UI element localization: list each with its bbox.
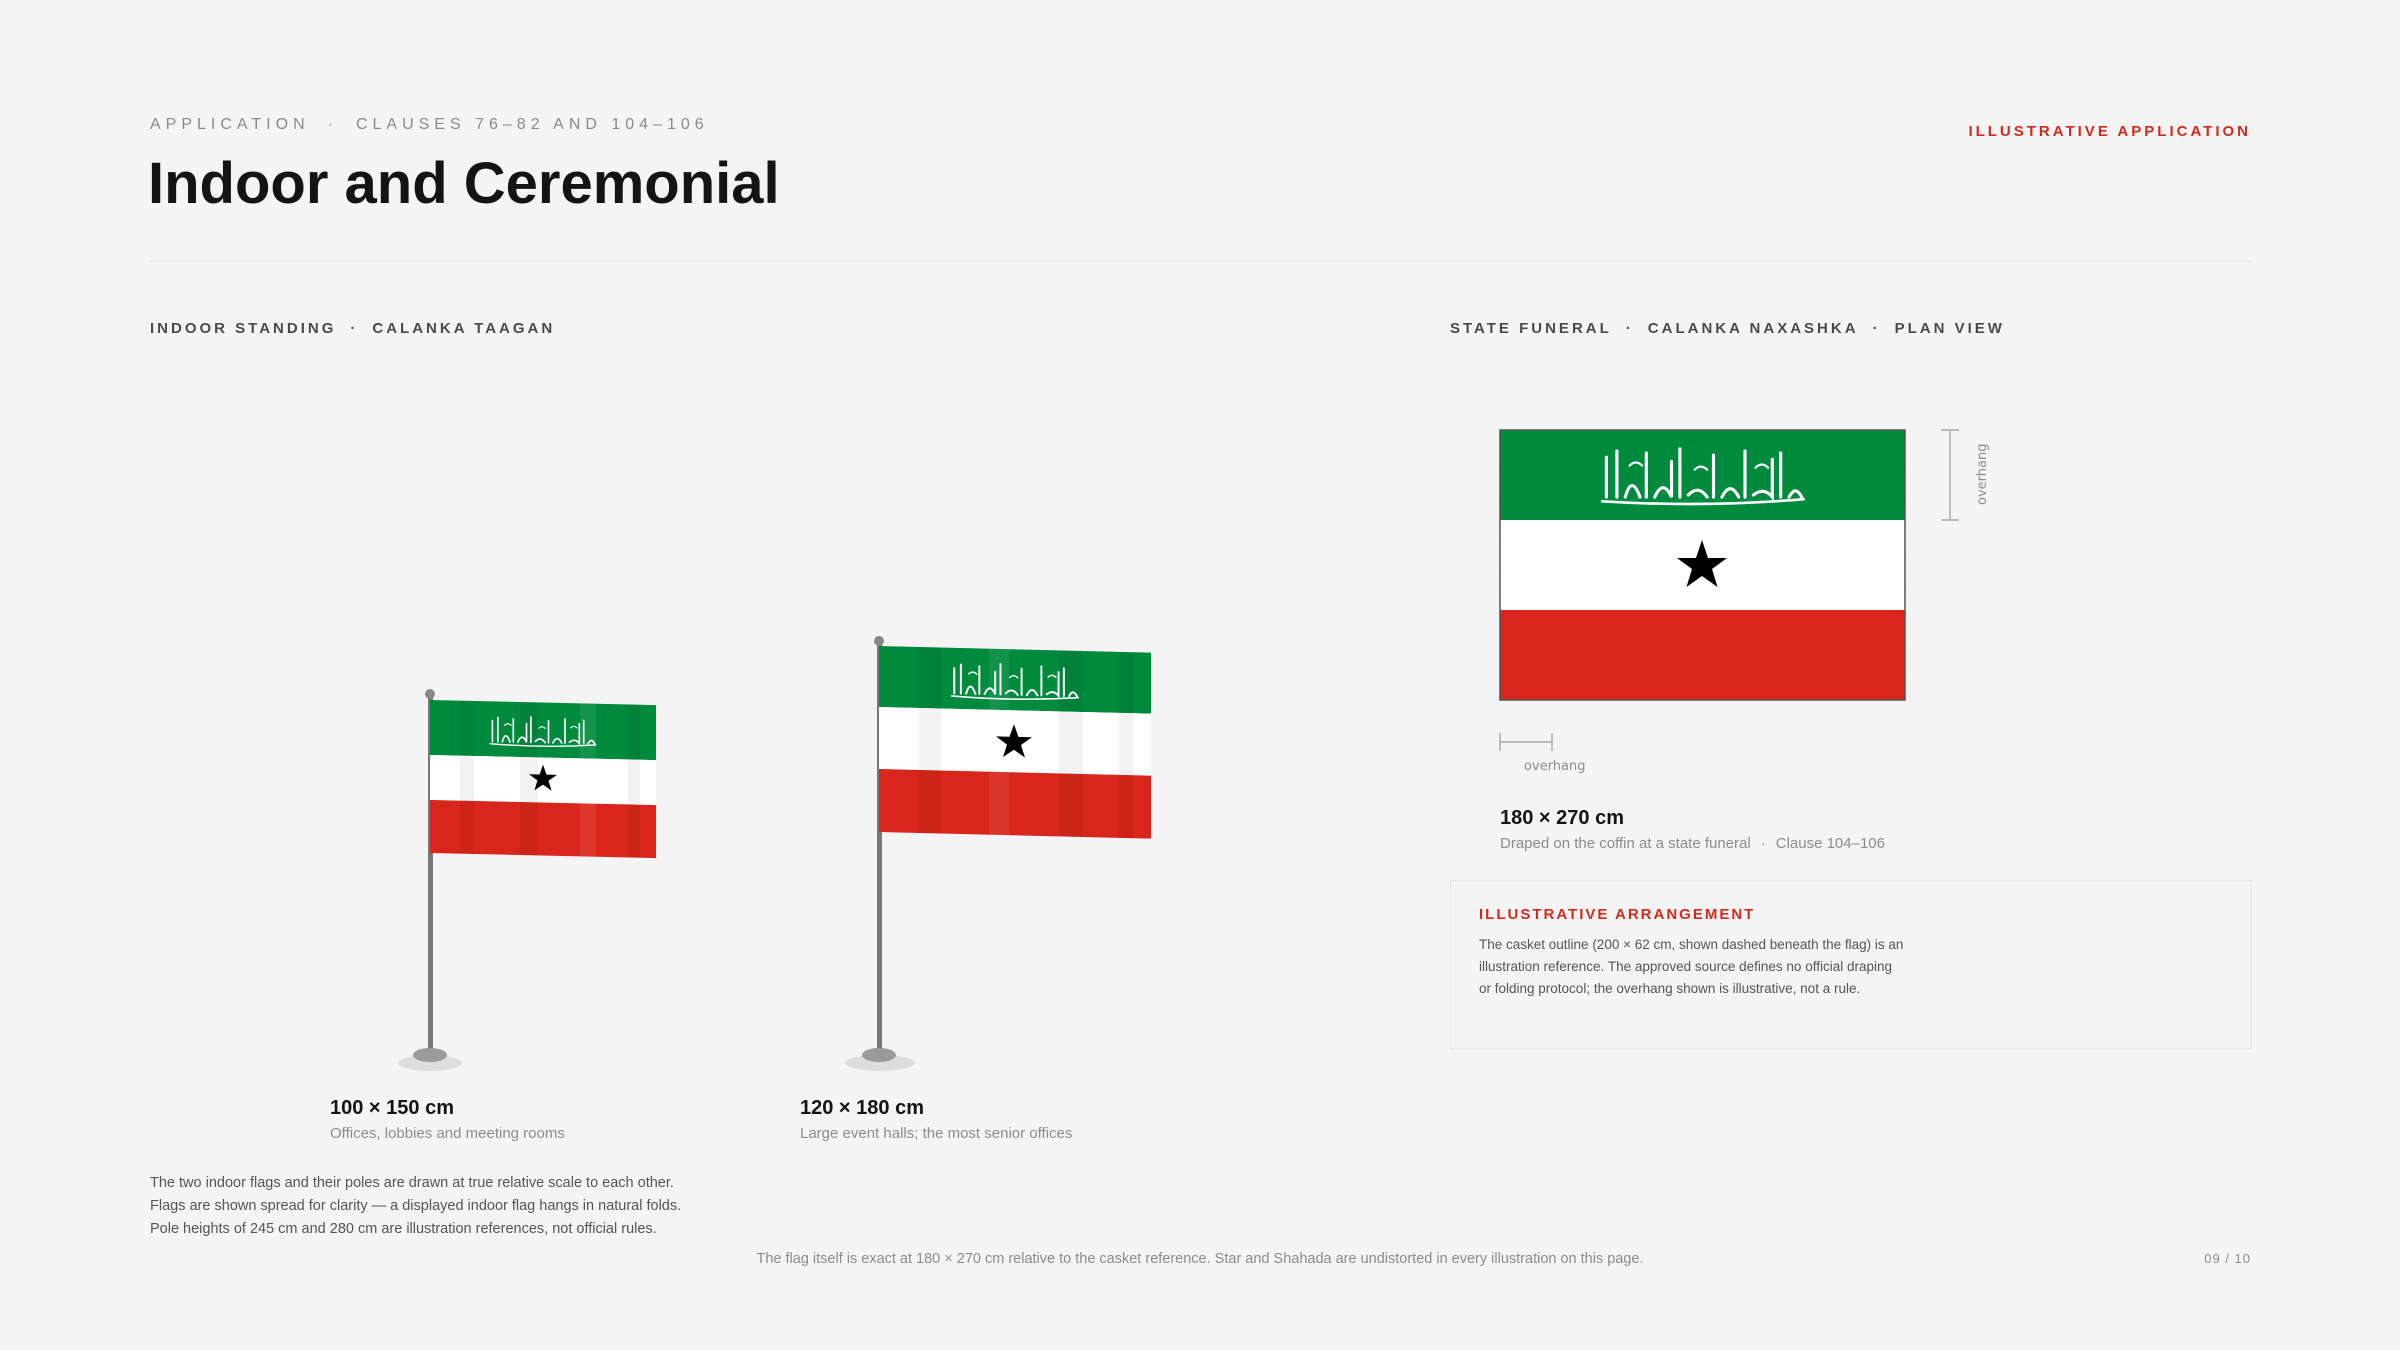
- funeral-label-separator-1: ·: [1625, 320, 1634, 337]
- funeral-label-separator-2: ·: [1872, 320, 1881, 337]
- funeral-clause: Clause 104–106: [1775, 835, 1885, 852]
- flag-large-size: 120 × 180 cm: [800, 1097, 924, 1119]
- funeral-label-so: CALANKA NAXASHKA: [1647, 320, 1859, 337]
- indoor-flag-small: [398, 689, 656, 1071]
- funeral-desc-text: Draped on the coffin at a state funeral: [1500, 835, 1751, 852]
- page-title: Indoor and Ceremonial: [148, 151, 780, 216]
- pole-base: [413, 1048, 447, 1062]
- pole-finial: [874, 636, 884, 646]
- flag-red-band: [1500, 610, 1905, 700]
- arrangement-note-box: [1450, 880, 2252, 1049]
- pole-finial: [425, 689, 435, 699]
- arrangement-title: ILLUSTRATIVE ARRANGEMENT: [1479, 906, 1756, 923]
- funeral-flag-size: 180 × 270 cm: [1500, 807, 1624, 829]
- flag-small-size: 100 × 150 cm: [330, 1097, 454, 1119]
- indoor-note-line: Flags are shown spread for clarity — a displayed indoor flag hangs in natural folds.: [150, 1198, 682, 1214]
- eyebrow-separator: ·: [327, 116, 338, 133]
- overhang-vertical-measure: [1941, 430, 1959, 520]
- arrangement-line: illustration reference. The approved source defines no official draping: [1479, 959, 1893, 974]
- overhang-label-horizontal: overhang: [1524, 759, 1586, 774]
- eyebrow-section: APPLICATION: [150, 116, 310, 133]
- flag-large-desc: Large event halls; the most senior offices: [800, 1125, 1073, 1142]
- indoor-label-so: CALANKA TAAGAN: [372, 320, 556, 337]
- illustrative-tag: ILLUSTRATIVE APPLICATION: [1968, 123, 2251, 140]
- indoor-flag-large: [845, 636, 1151, 1071]
- indoor-note-line: The two indoor flags and their poles are drawn at true relative scale to each other.: [150, 1175, 674, 1191]
- funeral-flag-plan: [1500, 430, 1990, 774]
- overhang-label-vertical: overhang: [1975, 443, 1990, 505]
- indoor-note-line: Pole heights of 245 cm and 280 cm are illustration references, not official rules.: [150, 1221, 657, 1237]
- flag-green-band: [1500, 430, 1905, 520]
- footer-note: The flag itself is exact at 180 × 270 cm relative to the casket reference. Star and Shahada are undistorted in every illustration on this page.: [756, 1251, 1644, 1267]
- arrangement-line: or folding protocol; the overhang shown is illustrative, not a rule.: [1479, 981, 1861, 996]
- funeral-flag-desc: [1500, 835, 1885, 852]
- flag-small-desc: Offices, lobbies and meeting rooms: [330, 1125, 565, 1142]
- page-number: 09 / 10: [2204, 1251, 2251, 1266]
- eyebrow-clauses: CLAUSES 76–82 AND 104–106: [355, 116, 709, 133]
- funeral-label-en: STATE FUNERAL: [1450, 320, 1612, 337]
- arrangement-line: The casket outline (200 × 62 cm, shown dashed beneath the flag) is an: [1479, 937, 1904, 952]
- indoor-label-en: INDOOR STANDING: [150, 320, 337, 337]
- funeral-desc-separator: ·: [1760, 835, 1766, 852]
- overhang-horizontal-measure: [1500, 733, 1552, 751]
- funeral-label-view: PLAN VIEW: [1894, 320, 2005, 337]
- pole-base: [862, 1048, 896, 1062]
- indoor-label-separator: ·: [350, 320, 359, 337]
